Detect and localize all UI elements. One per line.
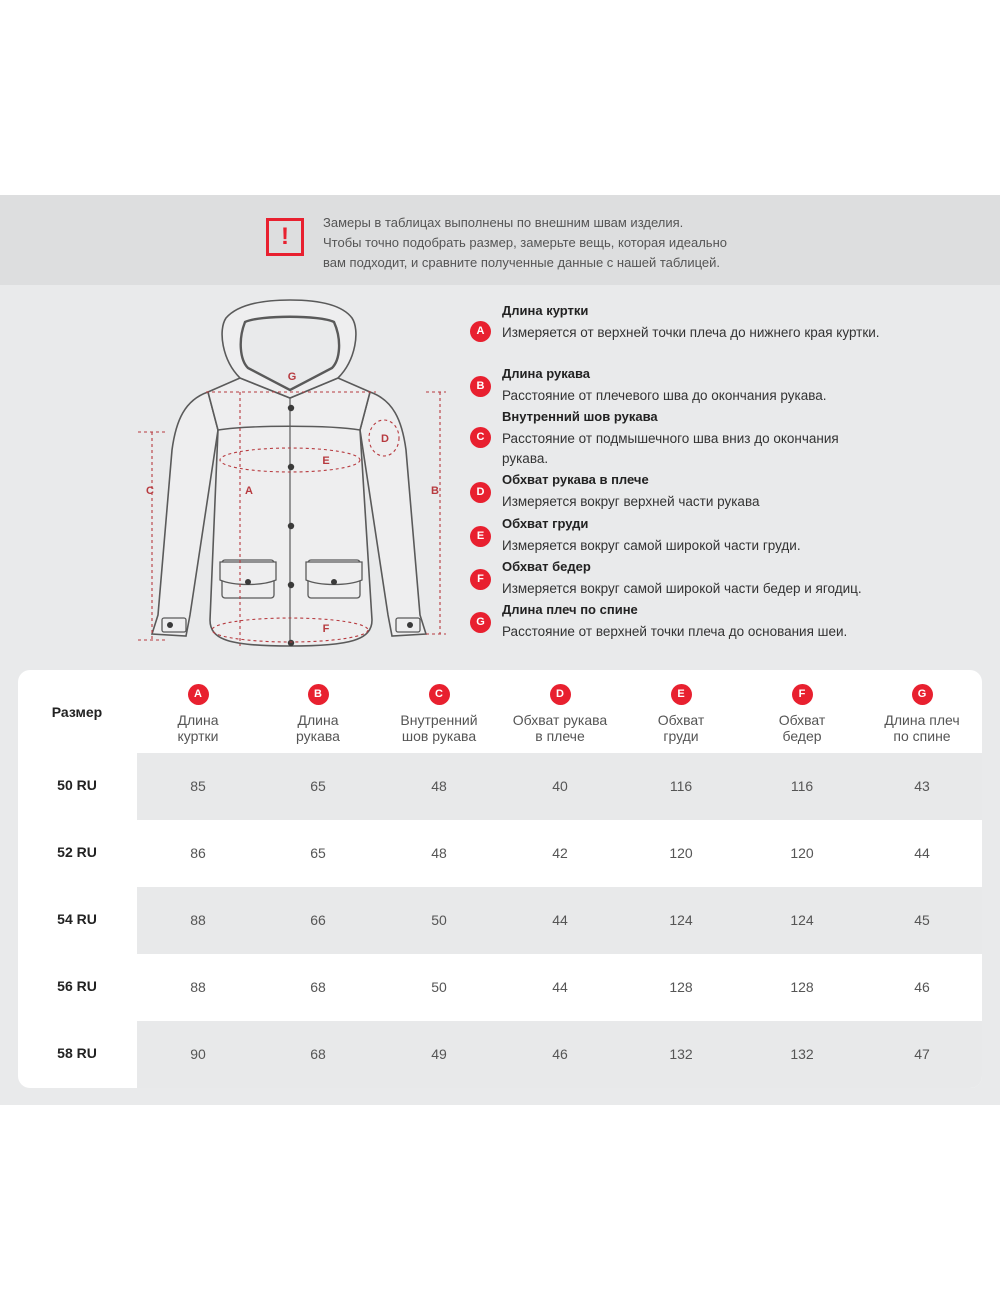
column-header [500,684,620,744]
table-cell: 44 [914,845,930,861]
size-column-header: Размер [51,704,103,720]
table-cell: 65 [310,778,326,794]
table-cell: 46 [914,979,930,995]
table-row [18,1021,982,1088]
row-size: 54 RU [57,911,97,927]
legend-title: Обхват бедер [502,559,591,574]
table-cell: 46 [552,1046,568,1062]
diagram-label-b: B [431,485,439,497]
table-cell: 86 [190,845,206,861]
column-label: Обхват рукава в плече [512,712,608,744]
legend-desc: Измеряется вокруг самой широкой части груди. [502,538,801,553]
table-cell: 120 [669,845,693,861]
column-label: Длина плеч по спине [884,712,960,744]
row-size: 56 RU [57,978,97,994]
diagram-label-f: F [322,623,330,635]
diagram-label-e: E [322,455,330,467]
legend-badge-f: F [470,569,491,590]
table-cell: 128 [669,979,693,995]
table-cell: 128 [790,979,814,995]
table-cell: 132 [790,1046,814,1062]
notice-line-1: Замеры в таблицах выполнены по внешним швам изделия. [323,215,684,230]
table-cell: 116 [790,778,814,794]
legend-desc: Измеряется от верхней точки плеча до нижнего края куртки. [502,325,880,340]
notice-line-3: вам подходит, и сравните полученные данные с нашей таблицей. [323,255,721,270]
column-header [742,684,862,744]
table-cell: 48 [431,778,447,794]
table-cell: 49 [431,1046,447,1062]
row-size: 58 RU [57,1045,97,1061]
table-cell: 65 [310,845,326,861]
column-header [138,684,258,744]
exclamation-icon: ! [266,218,304,256]
table-row [18,954,982,1021]
legend-title: Длина плеч по спине [502,602,638,617]
legend-badge-c: C [470,427,491,448]
table-cell: 40 [552,778,568,794]
column-label: Внутренний шов рукава [400,712,478,744]
column-header [862,684,982,744]
table-cell: 124 [669,912,693,928]
column-badge: A [188,684,209,705]
legend-desc: Измеряется вокруг верхней части рукава [502,494,760,509]
legend-desc: Измеряется вокруг самой широкой части бедер и ягодиц. [502,581,862,596]
legend-title: Обхват груди [502,516,589,531]
table-cell: 43 [914,778,930,794]
column-badge: E [671,684,692,705]
size-table [18,670,982,1088]
table-row [18,753,982,820]
legend-title: Длина рукава [502,366,590,381]
legend-desc: Расстояние от плечевого шва до окончания рукава. [502,388,827,403]
table-cell: 124 [790,912,814,928]
column-badge: C [429,684,450,705]
column-badge: D [550,684,571,705]
diagram-label-a: A [245,485,253,497]
table-cell: 48 [431,845,447,861]
column-header [621,684,741,744]
table-cell: 47 [914,1046,930,1062]
table-cell: 116 [669,778,693,794]
legend-badge-e: E [470,526,491,547]
notice-line-2: Чтобы точно подобрать размер, замерьте вещь, которая идеально [323,235,727,250]
table-cell: 66 [310,912,326,928]
legend-badge-g: G [470,612,491,633]
legend-title: Длина куртки [502,303,589,318]
legend-title: Внутренний шов рукава [502,409,658,424]
jacket-diagram [130,295,460,660]
column-badge: B [308,684,329,705]
column-label: Длина куртки [177,712,219,744]
legend-desc: Расстояние от верхней точки плеча до основания шеи. [502,624,848,639]
table-cell: 50 [431,912,447,928]
diagram-label-g: G [287,371,297,383]
table-cell: 44 [552,979,568,995]
column-badge: G [912,684,933,705]
table-cell: 50 [431,979,447,995]
table-cell: 42 [552,845,568,861]
diagram-label-d: D [381,433,389,445]
column-label: Длина рукава [296,712,340,744]
diagram-label-c: C [146,485,154,497]
table-row [18,887,982,954]
notice-text [323,213,783,273]
column-label: Обхват груди [657,712,705,744]
column-badge: F [792,684,813,705]
table-cell: 88 [190,979,206,995]
legend-badge-b: B [470,376,491,397]
legend-desc: Расстояние от подмышечного шва вниз до окончания рукава. [502,431,839,466]
legend-badge-a: A [470,321,491,342]
table-cell: 132 [669,1046,693,1062]
table-cell: 68 [310,1046,326,1062]
column-header [258,684,378,744]
table-cell: 45 [914,912,930,928]
legend-title: Обхват рукава в плече [502,472,649,487]
table-cell: 85 [190,778,206,794]
table-cell: 68 [310,979,326,995]
table-cell: 120 [790,845,814,861]
row-size: 50 RU [57,777,97,793]
column-header [379,684,499,744]
column-label: Обхват бедер [778,712,826,744]
table-row [18,820,982,887]
table-cell: 44 [552,912,568,928]
legend-badge-d: D [470,482,491,503]
row-size: 52 RU [57,844,97,860]
table-cell: 88 [190,912,206,928]
table-cell: 90 [190,1046,206,1062]
